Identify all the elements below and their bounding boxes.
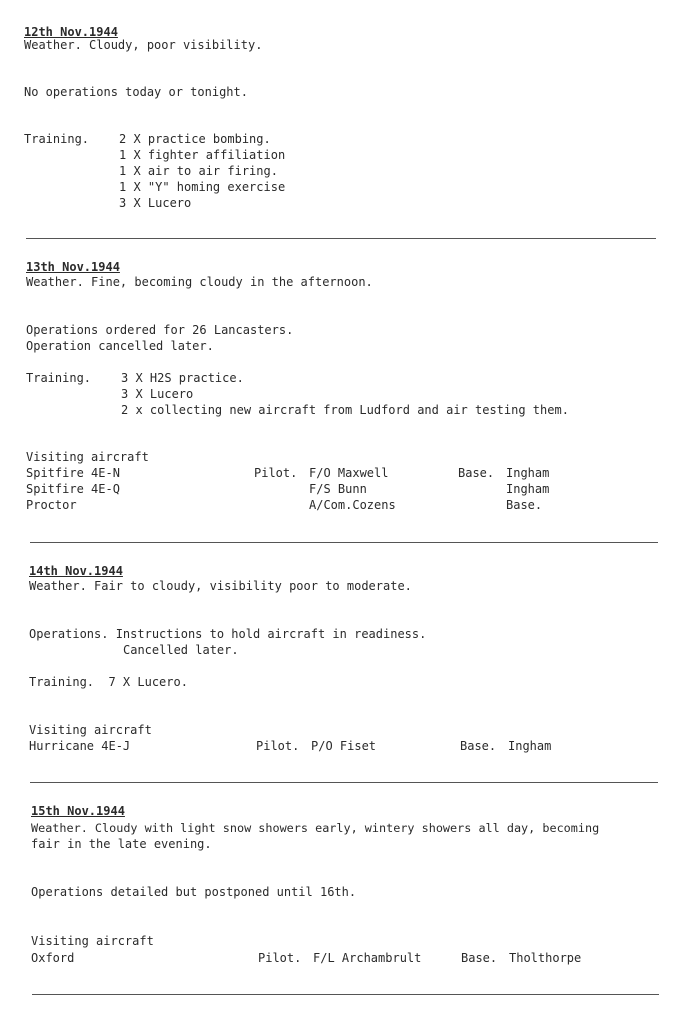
visiting-aircraft: Spitfire 4E-Q bbox=[26, 482, 120, 496]
visiting-label: Visiting aircraft bbox=[29, 723, 152, 737]
entry-weather: Weather. Cloudy, poor visibility. bbox=[24, 38, 263, 52]
training-label: Training. bbox=[26, 371, 92, 385]
training-item: 1 X fighter affiliation bbox=[119, 148, 286, 162]
entry-operations: Cancelled later. bbox=[123, 643, 239, 657]
entry-weather: Weather. Fair to cloudy, visibility poor to moderate. bbox=[29, 579, 412, 593]
visiting-pilot: F/S Bunn bbox=[309, 482, 367, 496]
visiting-base: Ingham bbox=[506, 466, 550, 480]
training-item: 2 x collecting new aircraft from Ludford and air testing them. bbox=[121, 403, 569, 417]
visiting-label: Visiting aircraft bbox=[31, 934, 154, 948]
base-label: Base. bbox=[461, 951, 498, 965]
visiting-aircraft: Oxford bbox=[31, 951, 75, 965]
visiting-base: Base. bbox=[506, 498, 543, 512]
entry-training: Training. 7 X Lucero. bbox=[29, 675, 188, 689]
entry-operations: Operations detailed but postponed until 16th. bbox=[31, 885, 357, 899]
entry-weather: Weather. Cloudy with light snow showers early, wintery showers all day, becoming bbox=[31, 821, 600, 835]
entry-weather: Weather. Fine, becoming cloudy in the afternoon. bbox=[26, 275, 373, 289]
visiting-base: Ingham bbox=[508, 739, 552, 753]
training-label: Training. bbox=[24, 132, 90, 146]
visiting-pilot: A/Com.Cozens bbox=[309, 498, 396, 512]
entry-date: 14th Nov.1944 bbox=[29, 564, 123, 578]
visiting-aircraft: Proctor bbox=[26, 498, 77, 512]
visiting-aircraft: Spitfire 4E-N bbox=[26, 466, 120, 480]
training-item: 2 X practice bombing. bbox=[119, 132, 271, 146]
visiting-base: Ingham bbox=[506, 482, 550, 496]
training-item: 1 X air to air firing. bbox=[119, 164, 278, 178]
section-divider bbox=[30, 542, 658, 543]
entry-operations: No operations today or tonight. bbox=[24, 85, 248, 99]
training-item: 3 X H2S practice. bbox=[121, 371, 244, 385]
pilot-label: Pilot. bbox=[254, 466, 298, 480]
training-item: 3 X Lucero bbox=[121, 387, 194, 401]
entry-weather: fair in the late evening. bbox=[31, 837, 212, 851]
section-divider bbox=[26, 238, 656, 239]
visiting-aircraft: Hurricane 4E-J bbox=[29, 739, 131, 753]
training-item: 3 X Lucero bbox=[119, 196, 192, 210]
base-label: Base. bbox=[458, 466, 495, 480]
visiting-label: Visiting aircraft bbox=[26, 450, 149, 464]
pilot-label: Pilot. bbox=[256, 739, 300, 753]
entry-operations: Operation cancelled later. bbox=[26, 339, 214, 353]
section-divider bbox=[32, 994, 659, 995]
entry-date: 13th Nov.1944 bbox=[26, 260, 120, 274]
entry-date: 15th Nov.1944 bbox=[31, 804, 125, 818]
section-divider bbox=[30, 782, 658, 783]
entry-operations: Operations. Instructions to hold aircraft in readiness. bbox=[29, 627, 427, 641]
visiting-base: Tholthorpe bbox=[509, 951, 582, 965]
visiting-pilot: F/L Archambrult bbox=[313, 951, 422, 965]
entry-operations: Operations ordered for 26 Lancasters. bbox=[26, 323, 294, 337]
training-item: 1 X "Y" homing exercise bbox=[119, 180, 286, 194]
visiting-pilot: P/O Fiset bbox=[311, 739, 377, 753]
entry-date: 12th Nov.1944 bbox=[24, 25, 118, 39]
base-label: Base. bbox=[460, 739, 497, 753]
pilot-label: Pilot. bbox=[258, 951, 302, 965]
visiting-pilot: F/O Maxwell bbox=[309, 466, 389, 480]
